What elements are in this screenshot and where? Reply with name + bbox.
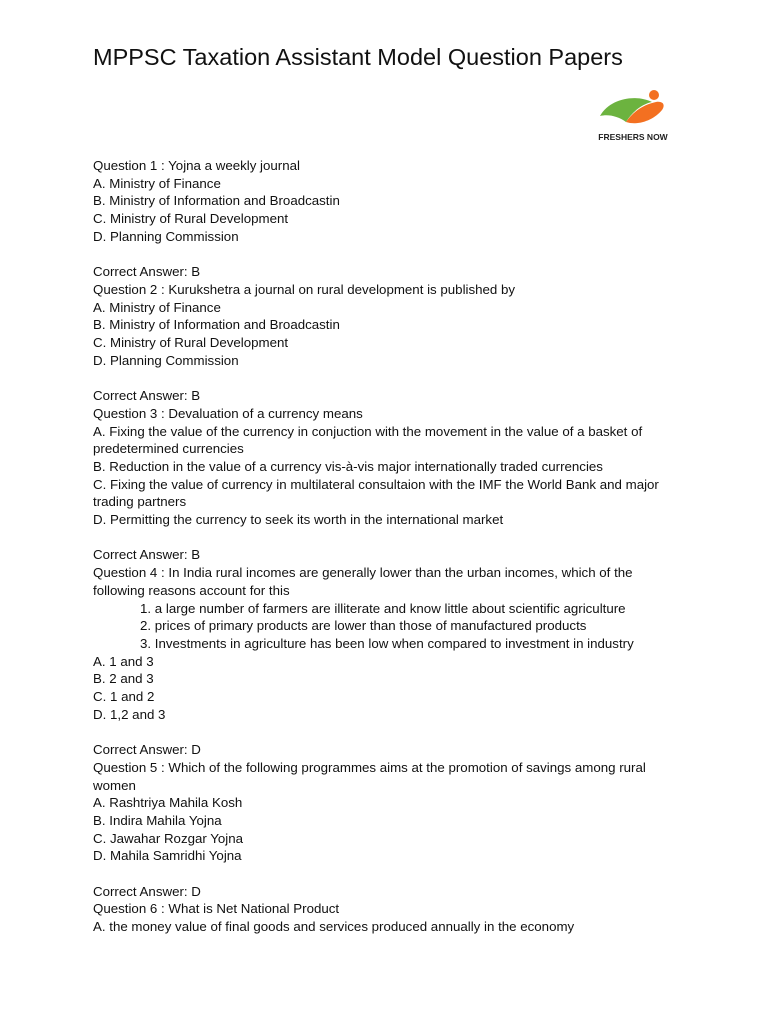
answer-option: D. 1,2 and 3 — [93, 706, 166, 722]
answer-option: A. 1 and 3 — [93, 653, 154, 669]
question-text: Question 3 : Devaluation of a currency means — [93, 405, 363, 421]
answer-option: B. Indira Mahila Yojna — [93, 812, 222, 828]
answer-option: D. Mahila Samridhi Yojna — [93, 848, 242, 864]
spacer — [93, 723, 683, 741]
question-text: Question 4 : In India rural incomes are generally lower than the urban incomes, which of the following reasons account for this — [93, 565, 633, 598]
question-text: Question 1 : Yojna a weekly journal — [93, 158, 300, 173]
question-list — [93, 157, 683, 936]
answer-option: B. Ministry of Information and Broadcastin — [93, 317, 340, 333]
answer-option: A. Rashtriya Mahila Kosh — [93, 795, 243, 811]
answer-option: B. Ministry of Information and Broadcastin — [93, 193, 340, 209]
answer-option: D. Planning Commission — [93, 352, 239, 368]
spacer — [93, 246, 683, 264]
correct-answer: Correct Answer: B — [93, 264, 201, 280]
freshers-now-logo — [596, 86, 670, 144]
answer-option: B. Reduction in the value of a currency vis-à-vis major internationally traded currencies — [93, 458, 603, 474]
answer-option: C. 1 and 2 — [93, 689, 155, 705]
question-subitem: 2. prices of primary products are lower than those of manufactured products — [140, 618, 587, 634]
question-block — [93, 900, 683, 935]
answer-option: A. the money value of final goods and services produced annually in the economy — [93, 919, 575, 935]
question-block — [93, 564, 683, 759]
question-text: Question 2 : Kurukshetra a journal on rural development is published by — [93, 281, 516, 297]
correct-answer: Correct Answer: D — [93, 742, 201, 758]
spacer — [93, 369, 683, 387]
answer-option: D. Permitting the currency to seek its worth in the international market — [93, 512, 504, 528]
question-block — [93, 759, 683, 901]
spacer — [93, 865, 683, 883]
correct-answer: Correct Answer: B — [93, 547, 201, 563]
question-block — [93, 405, 683, 564]
answer-option: C. Jawahar Rozgar Yojna — [93, 830, 244, 846]
freshers-now-logo-icon — [596, 86, 670, 132]
answer-option: C. Ministry of Rural Development — [93, 335, 289, 351]
answer-option: A. Ministry of Finance — [93, 175, 221, 191]
answer-option: C. Fixing the value of currency in multilateral consultaion with the IMF the World Bank and major trading partners — [93, 476, 659, 510]
answer-option: A. Ministry of Finance — [93, 299, 221, 315]
answer-option: B. 2 and 3 — [93, 671, 154, 687]
answer-option: A. Fixing the value of the currency in conjuction with the movement in the value of a basket of predetermined currencies — [93, 423, 643, 457]
question-subitem: 3. Investments in agriculture has been low when compared to investment in industry — [140, 635, 634, 651]
logo-text: FRESHERS NOW — [598, 132, 668, 142]
question-text: Question 6 : What is Net National Product — [93, 901, 340, 917]
question-block — [93, 281, 683, 405]
question-text: Question 5 : Which of the following programmes aims at the promotion of savings among rural women — [93, 759, 646, 793]
spacer — [93, 529, 683, 547]
page-title: MPPSC Taxation Assistant Model Question Papers — [93, 44, 623, 70]
correct-answer: Correct Answer: B — [93, 388, 201, 404]
correct-answer: Correct Answer: D — [93, 883, 201, 899]
answer-option: C. Ministry of Rural Development — [93, 211, 289, 227]
question-block — [93, 157, 683, 281]
question-subitem: 1. a large number of farmers are illiterate and know little about scientific agriculture — [140, 600, 626, 616]
answer-option: D. Planning Commission — [93, 228, 239, 244]
